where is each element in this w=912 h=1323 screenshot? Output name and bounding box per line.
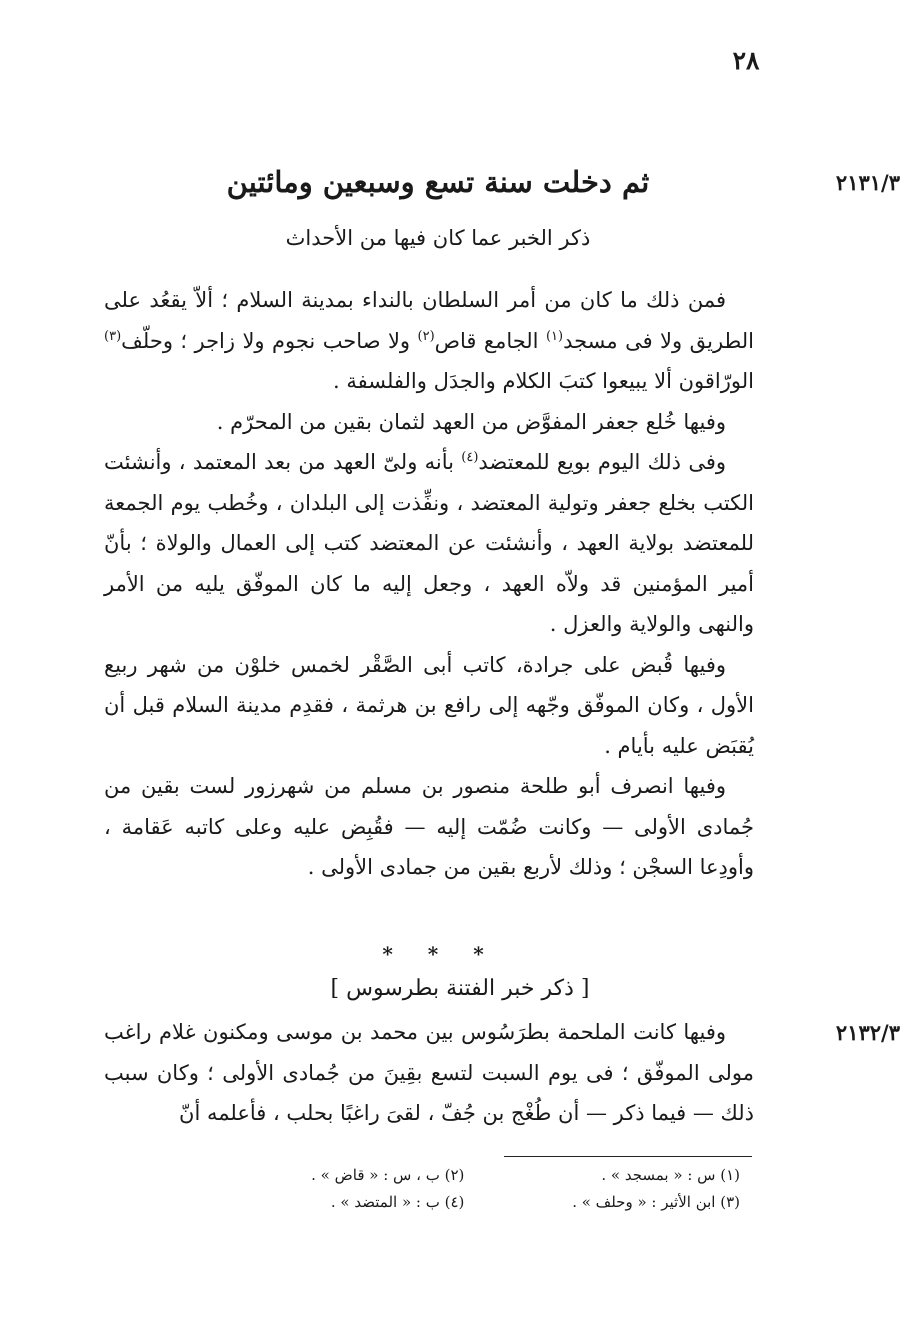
- text-run: الجامع قاص: [434, 328, 546, 353]
- paragraph-6: وفيها كانت الملحمة بطرَسُوس بين محمد بن موسى ومكنون غلام راغب مولى الموفّق ؛ فى يوم السبت لتسع بقِينَ من جُمادى الأولى ؛ وكان سبب ذلك — فيما ذكر — أن طُغْج بن جُفّ ، لقىَ راغبًا بحلب ، فأعلمه أنّ: [104, 1020, 754, 1125]
- body-text-block-2: [104, 1012, 754, 1134]
- page-number: ٢٨: [732, 46, 760, 75]
- text-run: بأنه ولىّ العهد من بعد المعتمد ، وأنشئت الكتب بخلع جعفر وتولية المعتضد ، ونفِّذت إلى البلدان ، وخُطب يوم الجمعة للمعتضد بولاية العهد ، وأنشئت عن المعتضد كتب إلى العمال والولاة ؛ بأنّ أمير المؤمنين قد ولاّه العهد ، وجعل إليه ما كان الموفّق يليه من الأمر والنهى والولاية والعزل .: [104, 450, 754, 636]
- paragraph-3: [104, 442, 754, 645]
- footnote-row: [210, 1189, 740, 1216]
- margin-reference-section: ٢١٣٢/٣: [835, 1020, 900, 1045]
- margin-reference-year: ٢١٣١/٣: [835, 170, 900, 195]
- footnote-row: [210, 1162, 740, 1189]
- paragraph-5: وفيها انصرف أبو طلحة منصور بن مسلم من شهرزور لست بقين من جُمادى الأولى — وكانت ضُمّت إليه — فقُبِض عليه وعلى كاتبه عَقامة ، وأودِعا السجْن ؛ وذلك لأربع بقين من جمادى الأولى .: [104, 774, 754, 879]
- text-run: وفى ذلك اليوم بويع للمعتضد: [478, 450, 726, 474]
- footnotes: [210, 1162, 740, 1216]
- section-title: [ ذكر خبر الفتنة بطرسوس ]: [330, 976, 590, 1001]
- body-text-block-1: [104, 280, 754, 888]
- footnote-4: (٤) ب : « المتضد » .: [330, 1193, 465, 1211]
- text-run: فمن ذلك ما كان من أمر السلطان بالنداء بمدينة السلام ؛ ألاّ يقعُد على الطريق ولا فى مسجد: [104, 288, 754, 353]
- footnote-marker: (٢): [417, 328, 435, 344]
- footnote-3: (٣) ابن الأثير : « وحلف » .: [572, 1193, 740, 1211]
- footnote-2: (٢) ب ، س : « قاض » .: [311, 1166, 465, 1184]
- paragraph-1: [104, 280, 754, 402]
- section-separator: * * *: [382, 942, 498, 966]
- paragraph-2: وفيها خُلع جعفر المفوَّض من العهد لثمان بقين من المحرّم .: [216, 409, 726, 434]
- chapter-subtitle: ذكر الخبر عما كان فيها من الأحداث: [285, 226, 591, 250]
- paragraph-4: وفيها قُبض على جرادة، كاتب أبى الصَّقْر لخمس خلوْن من شهر ربيع الأول ، وكان الموفّق وجّهه إلى رافع بن هرثمة ، فقدِم مدينة السلام قبل أن يُقبَض عليه بأيام .: [104, 652, 754, 758]
- footnote-marker: (١): [545, 328, 564, 344]
- footnote-marker: (٤): [461, 450, 479, 465]
- text-run: ولا صاحب نجوم ولا زاجر ؛ وحلّف: [121, 328, 418, 353]
- text-run: الورّاقون ألا يبيعوا كتبَ الكلام والجدَل والفلسفة .: [332, 369, 754, 393]
- chapter-title: ثم دخلت سنة تسع وسبعين ومائتين: [226, 165, 650, 199]
- footnote-divider: [504, 1156, 752, 1157]
- footnote-marker: (٣): [104, 328, 122, 344]
- footnote-1: (١) س : « بمسجد » .: [601, 1166, 740, 1184]
